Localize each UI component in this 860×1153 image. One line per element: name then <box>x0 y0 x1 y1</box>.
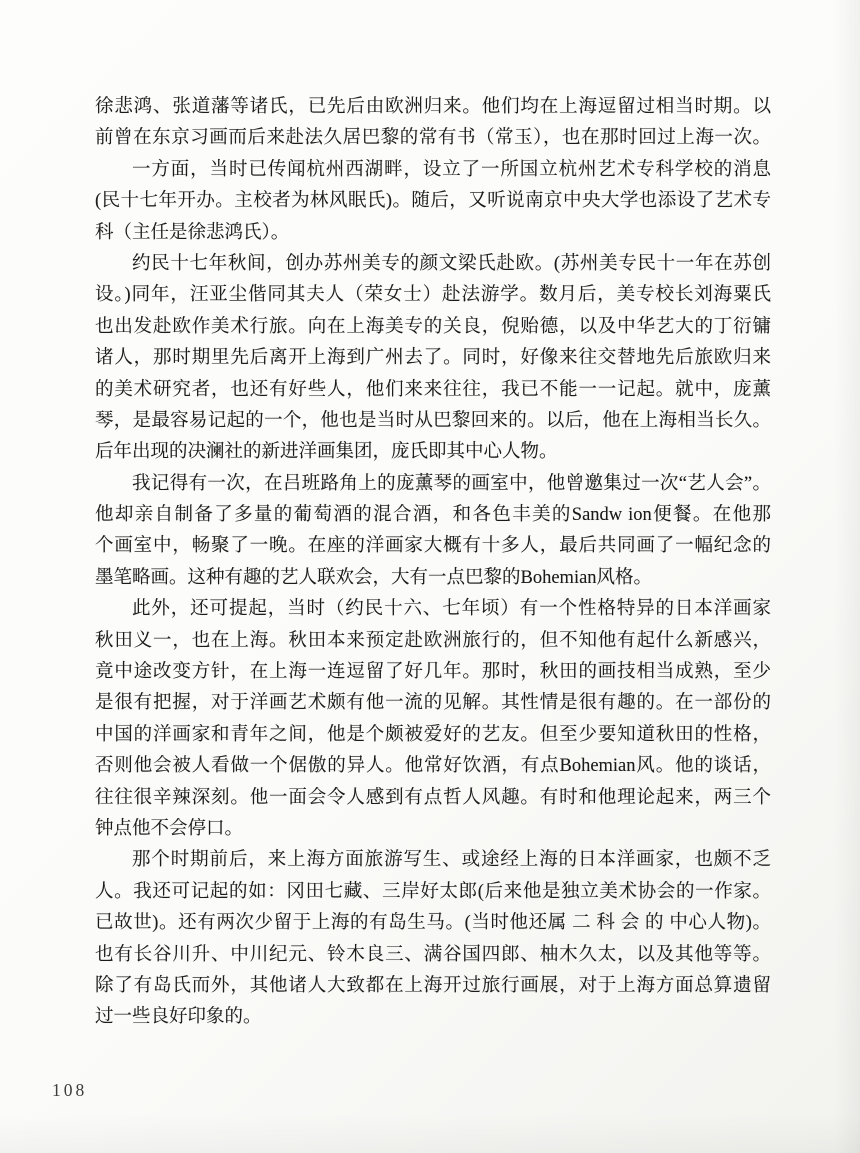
text-line: 后年出现的决澜社的新进洋画集团，庞氏即其中心人物。 <box>95 442 558 463</box>
text-line: 也出发赴欧作美术行旅。向在上海美专的关良，倪贻德，以及中华艺大的丁衍镛 <box>95 316 771 337</box>
text-line: 设。)同年，汪亚尘偕同其夫人（荣女士）赴法游学。数月后，美专校长刘海粟氏 <box>95 285 771 306</box>
text-line: 是很有把握，对于洋画艺术颇有他一流的见解。其性情是很有趣的。在一部份的 <box>95 693 771 714</box>
page-number: 108 <box>52 1080 88 1100</box>
text-line: 人。我还可记起的如：冈田七藏、三岸好太郎(后来他是独立美术协会的一作家。 <box>95 881 771 902</box>
text-line: 竟中途改变方针，在上海一连逗留了好几年。那时，秋田的画技相当成熟，至少 <box>95 662 771 683</box>
text-line: (民十七年开办。主校者为林风眠氏)。随后，又听说南京中央大学也添设了艺术专 <box>95 191 771 212</box>
text-line: 过一些良好印象的。 <box>95 1007 262 1028</box>
text-line: 他却亲自制备了多量的葡萄酒的混合酒，和各色丰美的Sandw ion便餐。在他那 <box>95 505 771 526</box>
text-line: 否则他会被人看做一个倨傲的异人。他常好饮酒，有点Bohemian风。他的谈话， <box>95 756 771 777</box>
text-line: 琴，是最容易记起的一个，他也是当时从巴黎回来的。以后，他在上海相当长久。 <box>95 410 771 431</box>
text-line: 我记得有一次，在吕班路角上的庞薰琴的画室中，他曾邀集过一次“艺人会”。 <box>132 473 771 494</box>
text-line: 墨笔略画。这种有趣的艺人联欢会，大有一点巴黎的Bohemian风格。 <box>95 567 653 588</box>
text-line: 秋田义一，也在上海。秋田本来预定赴欧洲旅行的，但不知他有起什么新感兴， <box>95 630 771 651</box>
text-line: 往往很辛辣深刻。他一面会令人感到有点哲人风趣。有时和他理论起来，两三个 <box>95 787 771 808</box>
text-line: 科（主任是徐悲鸿氏）。 <box>95 222 290 243</box>
text-line: 那个时期前后，来上海方面旅游写生、或途经上海的日本洋画家，也颇不乏 <box>132 850 771 871</box>
text-line: 约民十七年秋间，创办苏州美专的颜文梁氏赴欧。(苏州美专民十一年在苏创 <box>132 253 771 274</box>
text-line: 钟点他不会停口。 <box>95 818 244 839</box>
text-line: 一方面，当时已传闻杭州西湖畔，设立了一所国立杭州艺术专科学校的消息 <box>132 159 771 180</box>
text-line: 已故世)。还有两次少留于上海的有岛生马。(当时他还属 二 科 会 的 中心人物)。 <box>95 913 771 934</box>
body-text <box>95 92 771 1034</box>
text-line: 也有长谷川升、中川纪元、铃木良三、满谷国四郎、柚木久太，以及其他等等。 <box>95 944 771 965</box>
text-line: 除了有岛氏而外，其他诸人大致都在上海开过旅行画展，对于上海方面总算遗留 <box>95 975 771 996</box>
text-line: 诸人，那时期里先后离开上海到广州去了。同时，好像来往交替地先后旅欧归来 <box>95 348 771 369</box>
text-line: 此外，还可提起，当时（约民十六、七年顷）有一个性格特异的日本洋画家 <box>132 599 771 620</box>
text-line: 中国的洋画家和青年之间，他是个颇被爱好的艺友。但至少要知道秋田的性格， <box>95 724 771 745</box>
text-line: 个画室中，畅聚了一晚。在座的洋画家大概有十多人，最后共同画了一幅纪念的 <box>95 536 771 557</box>
text-line: 的美术研究者，也还有好些人，他们来来往往，我已不能一一记起。就中，庞薰 <box>95 379 771 400</box>
text-line: 前曾在东京习画而后来赴法久居巴黎的常有书（常玉），也在那时回过上海一次。 <box>95 128 771 149</box>
text-line: 徐悲鸿、张道藩等诸氏，已先后由欧洲归来。他们均在上海逗留过相当时期。以 <box>95 97 771 117</box>
